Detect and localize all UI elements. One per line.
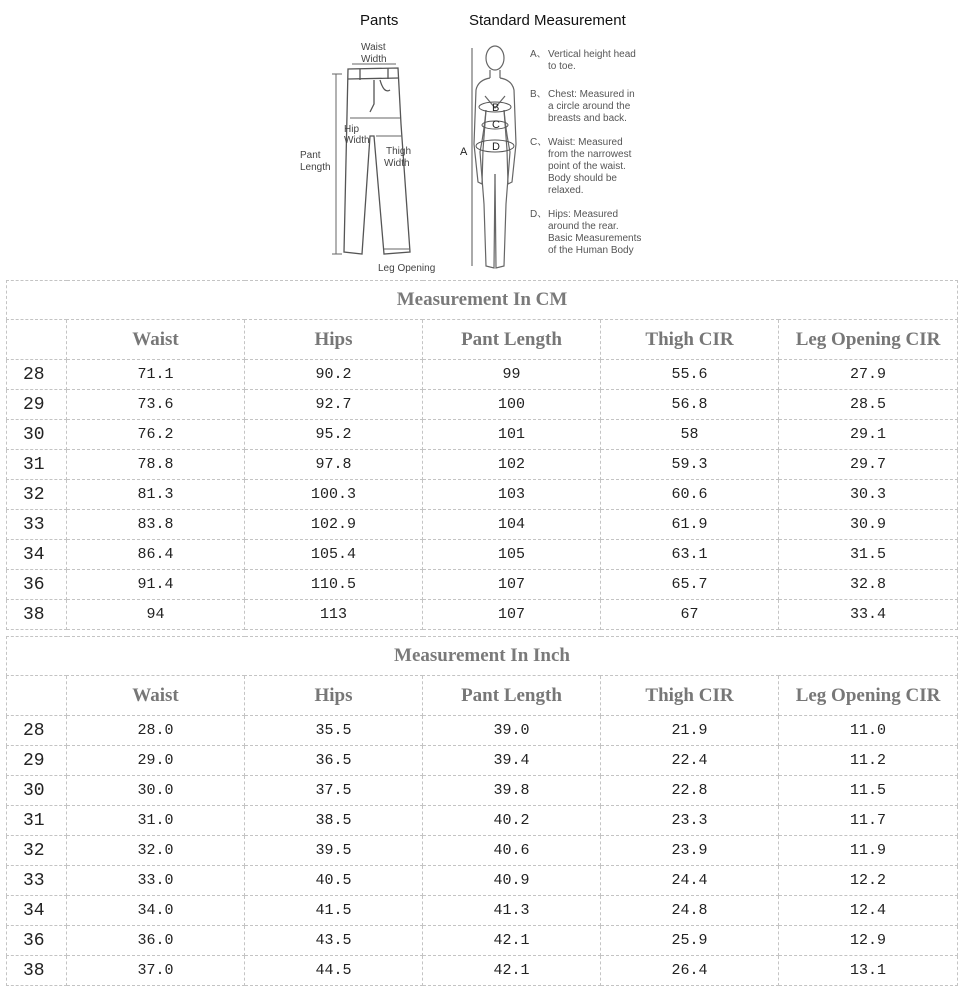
note-c-line: Waist: Measured xyxy=(548,137,623,148)
table-title-row xyxy=(7,281,958,320)
table-row xyxy=(7,806,958,836)
size-cell: 29 xyxy=(7,390,67,420)
thigh-width-label-2: Width xyxy=(384,158,410,169)
table-row xyxy=(7,746,958,776)
thigh-width-label-1: Thigh xyxy=(386,146,412,157)
table-title: Measurement In Inch xyxy=(7,637,958,676)
value-cell: 11.5 xyxy=(779,776,958,806)
value-cell: 11.7 xyxy=(779,806,958,836)
note-a-line: Vertical height head xyxy=(548,49,636,60)
value-cell: 32.0 xyxy=(67,836,245,866)
table-row xyxy=(7,716,958,746)
table-row xyxy=(7,480,958,510)
column-header: Thigh CIR xyxy=(601,676,779,716)
pants-title: Pants xyxy=(360,12,399,29)
value-cell: 40.5 xyxy=(245,866,423,896)
table-row xyxy=(7,836,958,866)
value-cell: 44.5 xyxy=(245,956,423,986)
value-cell: 76.2 xyxy=(67,420,245,450)
size-cell: 38 xyxy=(7,956,67,986)
value-cell: 11.0 xyxy=(779,716,958,746)
note-c-line: from the narrowest xyxy=(548,149,632,160)
table-row xyxy=(7,896,958,926)
pant-length-label-1: Pant xyxy=(300,150,321,161)
size-cell: 32 xyxy=(7,480,67,510)
value-cell: 104 xyxy=(423,510,601,540)
note-c-key: C、 xyxy=(530,137,548,148)
table-row xyxy=(7,866,958,896)
value-cell: 33.0 xyxy=(67,866,245,896)
size-cell: 33 xyxy=(7,510,67,540)
column-header: Pant Length xyxy=(423,676,601,716)
size-cell: 31 xyxy=(7,806,67,836)
value-cell: 41.5 xyxy=(245,896,423,926)
measurement-diagram xyxy=(290,4,670,274)
value-cell: 97.8 xyxy=(245,450,423,480)
size-column-header xyxy=(7,676,67,716)
value-cell: 90.2 xyxy=(245,360,423,390)
value-cell: 38.5 xyxy=(245,806,423,836)
size-cell: 32 xyxy=(7,836,67,866)
value-cell: 58 xyxy=(601,420,779,450)
value-cell: 25.9 xyxy=(601,926,779,956)
column-header: Waist xyxy=(67,676,245,716)
value-cell: 40.9 xyxy=(423,866,601,896)
table-row xyxy=(7,360,958,390)
value-cell: 105 xyxy=(423,540,601,570)
value-cell: 40.2 xyxy=(423,806,601,836)
value-cell: 22.8 xyxy=(601,776,779,806)
value-cell: 35.5 xyxy=(245,716,423,746)
marker-c: C xyxy=(492,119,500,131)
pant-length-label-2: Length xyxy=(300,162,331,173)
value-cell: 95.2 xyxy=(245,420,423,450)
value-cell: 12.2 xyxy=(779,866,958,896)
marker-d: D xyxy=(492,141,500,153)
value-cell: 34.0 xyxy=(67,896,245,926)
value-cell: 61.9 xyxy=(601,510,779,540)
value-cell: 26.4 xyxy=(601,956,779,986)
table-row xyxy=(7,600,958,630)
size-cell: 34 xyxy=(7,896,67,926)
table-title-row xyxy=(7,637,958,676)
note-d-line: around the rear. xyxy=(548,221,619,232)
value-cell: 23.3 xyxy=(601,806,779,836)
value-cell: 59.3 xyxy=(601,450,779,480)
value-cell: 12.9 xyxy=(779,926,958,956)
value-cell: 37.5 xyxy=(245,776,423,806)
value-cell: 103 xyxy=(423,480,601,510)
table-header-row xyxy=(7,320,958,360)
value-cell: 29.7 xyxy=(779,450,958,480)
column-header: Pant Length xyxy=(423,320,601,360)
column-header: Thigh CIR xyxy=(601,320,779,360)
table-row xyxy=(7,510,958,540)
value-cell: 102 xyxy=(423,450,601,480)
value-cell: 23.9 xyxy=(601,836,779,866)
column-header: Waist xyxy=(67,320,245,360)
value-cell: 65.7 xyxy=(601,570,779,600)
note-d-key: D、 xyxy=(530,209,548,220)
column-header: Hips xyxy=(245,676,423,716)
value-cell: 81.3 xyxy=(67,480,245,510)
marker-b: B xyxy=(492,102,500,114)
value-cell: 30.3 xyxy=(779,480,958,510)
body-figure xyxy=(474,46,516,268)
inch-size-table xyxy=(6,636,958,986)
value-cell: 30.9 xyxy=(779,510,958,540)
value-cell: 105.4 xyxy=(245,540,423,570)
table-row xyxy=(7,540,958,570)
value-cell: 30.0 xyxy=(67,776,245,806)
note-a-key: A、 xyxy=(530,49,547,60)
value-cell: 101 xyxy=(423,420,601,450)
value-cell: 28.5 xyxy=(779,390,958,420)
value-cell: 39.0 xyxy=(423,716,601,746)
size-cell: 34 xyxy=(7,540,67,570)
standard-measurement-title: Standard Measurement xyxy=(469,12,626,29)
value-cell: 43.5 xyxy=(245,926,423,956)
table-title: Measurement In CM xyxy=(7,281,958,320)
value-cell: 83.8 xyxy=(67,510,245,540)
value-cell: 31.0 xyxy=(67,806,245,836)
note-b-key: B、 xyxy=(530,89,547,100)
value-cell: 71.1 xyxy=(67,360,245,390)
size-cell: 28 xyxy=(7,716,67,746)
value-cell: 100.3 xyxy=(245,480,423,510)
value-cell: 113 xyxy=(245,600,423,630)
hip-width-label-2: Width xyxy=(344,135,370,146)
note-c-line: point of the waist. xyxy=(548,161,626,172)
column-header: Leg Opening CIR xyxy=(779,676,958,716)
value-cell: 39.5 xyxy=(245,836,423,866)
value-cell: 39.8 xyxy=(423,776,601,806)
value-cell: 42.1 xyxy=(423,926,601,956)
value-cell: 11.2 xyxy=(779,746,958,776)
table-row xyxy=(7,450,958,480)
size-cell: 30 xyxy=(7,420,67,450)
value-cell: 32.8 xyxy=(779,570,958,600)
column-header: Hips xyxy=(245,320,423,360)
value-cell: 24.4 xyxy=(601,866,779,896)
size-cell: 30 xyxy=(7,776,67,806)
hip-width-label-1: Hip xyxy=(344,124,360,135)
value-cell: 37.0 xyxy=(67,956,245,986)
value-cell: 86.4 xyxy=(67,540,245,570)
value-cell: 78.8 xyxy=(67,450,245,480)
table-row xyxy=(7,390,958,420)
value-cell: 91.4 xyxy=(67,570,245,600)
size-cell: 29 xyxy=(7,746,67,776)
value-cell: 94 xyxy=(67,600,245,630)
table-row xyxy=(7,420,958,450)
size-cell: 36 xyxy=(7,570,67,600)
size-cell: 36 xyxy=(7,926,67,956)
value-cell: 13.1 xyxy=(779,956,958,986)
marker-a: A xyxy=(460,146,468,158)
note-a-line: to toe. xyxy=(548,61,576,72)
value-cell: 107 xyxy=(423,600,601,630)
note-c-line: Body should be xyxy=(548,173,617,184)
value-cell: 27.9 xyxy=(779,360,958,390)
waist-width-label-1: Waist xyxy=(361,42,386,53)
value-cell: 102.9 xyxy=(245,510,423,540)
value-cell: 29.0 xyxy=(67,746,245,776)
table-row xyxy=(7,776,958,806)
value-cell: 60.6 xyxy=(601,480,779,510)
diagram-svg xyxy=(290,4,670,274)
table-header-row xyxy=(7,676,958,716)
leg-opening-label: Leg Opening xyxy=(378,263,436,274)
value-cell: 39.4 xyxy=(423,746,601,776)
table-row xyxy=(7,926,958,956)
value-cell: 36.0 xyxy=(67,926,245,956)
table-row xyxy=(7,956,958,986)
value-cell: 63.1 xyxy=(601,540,779,570)
cm-size-table xyxy=(6,280,958,630)
table-row xyxy=(7,570,958,600)
value-cell: 56.8 xyxy=(601,390,779,420)
waist-width-label-2: Width xyxy=(361,54,387,65)
size-cell: 31 xyxy=(7,450,67,480)
note-d-line: Hips: Measured xyxy=(548,209,619,220)
size-column-header xyxy=(7,320,67,360)
value-cell: 100 xyxy=(423,390,601,420)
size-cell: 33 xyxy=(7,866,67,896)
value-cell: 107 xyxy=(423,570,601,600)
value-cell: 73.6 xyxy=(67,390,245,420)
value-cell: 40.6 xyxy=(423,836,601,866)
value-cell: 36.5 xyxy=(245,746,423,776)
value-cell: 67 xyxy=(601,600,779,630)
note-b-line: Chest: Measured in xyxy=(548,89,635,100)
note-d-line: of the Human Body xyxy=(548,245,634,256)
size-cell: 38 xyxy=(7,600,67,630)
value-cell: 28.0 xyxy=(67,716,245,746)
value-cell: 29.1 xyxy=(779,420,958,450)
value-cell: 42.1 xyxy=(423,956,601,986)
value-cell: 22.4 xyxy=(601,746,779,776)
size-cell: 28 xyxy=(7,360,67,390)
value-cell: 21.9 xyxy=(601,716,779,746)
value-cell: 55.6 xyxy=(601,360,779,390)
note-d-line: Basic Measurements xyxy=(548,233,642,244)
value-cell: 99 xyxy=(423,360,601,390)
column-header: Leg Opening CIR xyxy=(779,320,958,360)
note-b-line: breasts and back. xyxy=(548,113,627,124)
value-cell: 33.4 xyxy=(779,600,958,630)
value-cell: 110.5 xyxy=(245,570,423,600)
value-cell: 92.7 xyxy=(245,390,423,420)
value-cell: 12.4 xyxy=(779,896,958,926)
value-cell: 11.9 xyxy=(779,836,958,866)
value-cell: 31.5 xyxy=(779,540,958,570)
value-cell: 24.8 xyxy=(601,896,779,926)
note-b-line: a circle around the xyxy=(548,101,631,112)
value-cell: 41.3 xyxy=(423,896,601,926)
note-c-line: relaxed. xyxy=(548,185,584,196)
